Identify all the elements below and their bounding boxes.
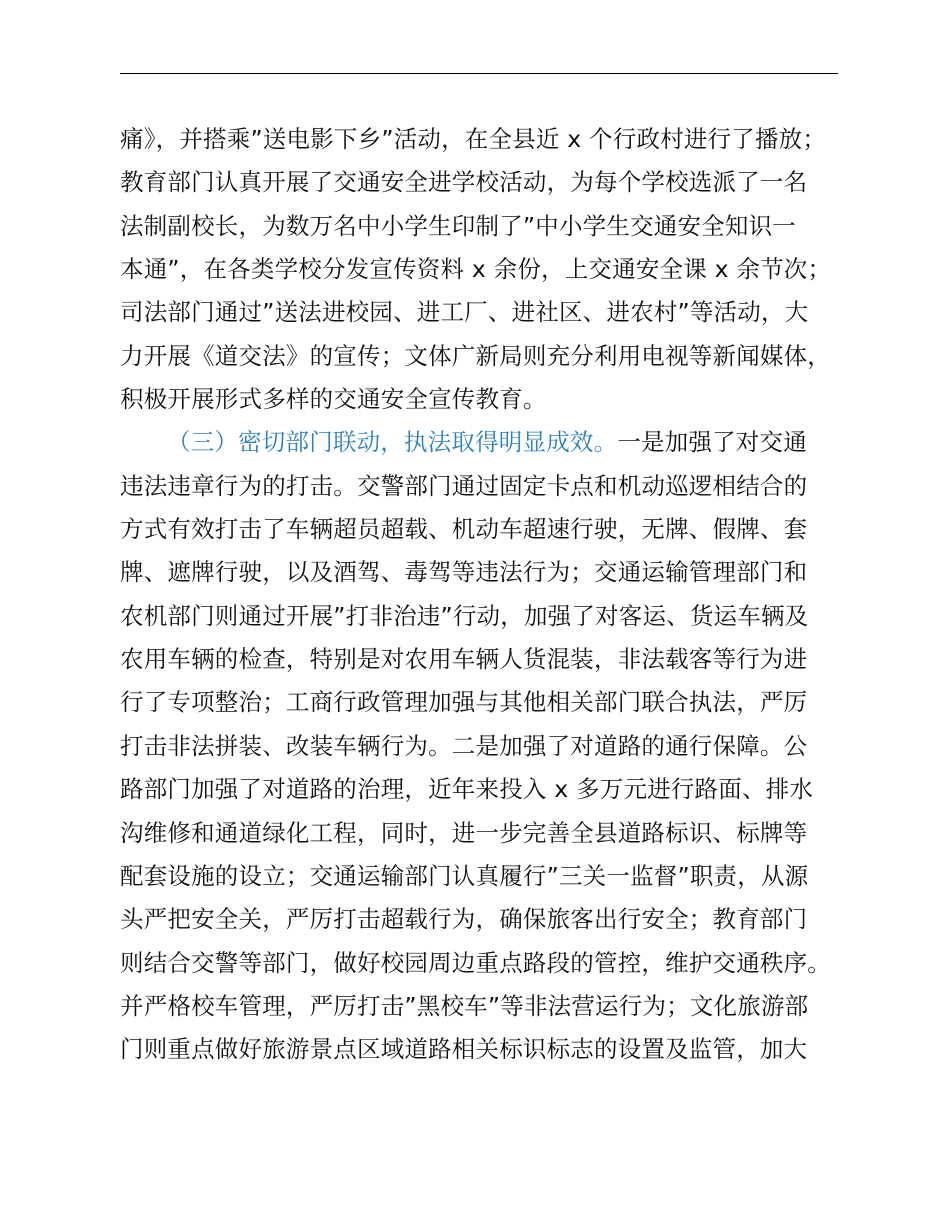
section-heading: （三）密切部门联动，执法取得明显成效。 — [167, 428, 618, 457]
text-line: 并严格校车管理，严厉打击”黑校车”等非法营运行为；文化旅游部 — [120, 991, 809, 1020]
text-line: 牌、遮牌行驶，以及酒驾、毒驾等违法行为；交通运输管理部门和 — [120, 558, 808, 587]
text-line: 本通”，在各类学校分发宣传资料 x 余份，上交通安全课 x 余节次； — [120, 255, 832, 284]
text-line: 方式有效打击了车辆超员超载、机动车超速行驶，无牌、假牌、套 — [120, 515, 808, 544]
text-line: 打击非法拼装、改装车辆行为。二是加强了对道路的通行保障。公 — [120, 731, 808, 760]
text-line: 则结合交警等部门，做好校园周边重点路段的管控，维护交通秩序。 — [120, 948, 831, 977]
text-line: 头严把安全关，严厉打击超载行为，确保旅客出行安全；教育部门 — [120, 905, 808, 934]
text-line: 路部门加强了对道路的治理，近年来投入 x 多万元进行路面、排水 — [120, 775, 814, 804]
section-heading-line — [120, 421, 850, 464]
text-line: 痛》，并搭乘”送电影下乡”活动，在全县近 x 个行政村进行了播放； — [120, 125, 827, 153]
text-line: 教育部门认真开展了交通安全进学校活动，为每个学校选派了一名 — [120, 168, 808, 197]
text-line: 门则重点做好旅游景点区域道路相关标识标志的设置及监管，加大 — [120, 1035, 808, 1064]
text-line: 法制副校长，为数万名中小学生印制了”中小学生交通安全知识一 — [120, 211, 796, 240]
text-line: 配套设施的设立；交通运输部门认真履行”三关一监督”职责，从源 — [120, 861, 809, 890]
header-rule — [120, 73, 838, 74]
text-line: 违法违章行为的打击。交警部门通过固定卡点和机动巡逻相结合的 — [120, 471, 808, 500]
text-line: 司法部门通过”送法进校园、进工厂、进社区、进农村”等活动，大 — [120, 298, 809, 327]
text-line: 农机部门则通过开展”打非治违”行动，加强了对客运、货运车辆及 — [120, 601, 809, 630]
body-text — [120, 118, 850, 1072]
text-line: 农用车辆的检查，特别是对农用车辆人货混装，非法载客等行为进 — [120, 645, 808, 674]
text-line: 行了专项整治；工商行政管理加强与其他相关部门联合执法，严厉 — [120, 688, 808, 717]
text-line: 积极开展形式多样的交通安全宣传教育。 — [120, 385, 547, 414]
text-line: 力开展《道交法》的宣传；文体广新局则充分利用电视等新闻媒体， — [120, 341, 831, 370]
text-span: 一是加强了对交通 — [617, 428, 807, 457]
text-line: 沟维修和通道绿化工程，同时，进一步完善全县道路标识、标牌等 — [120, 818, 808, 847]
